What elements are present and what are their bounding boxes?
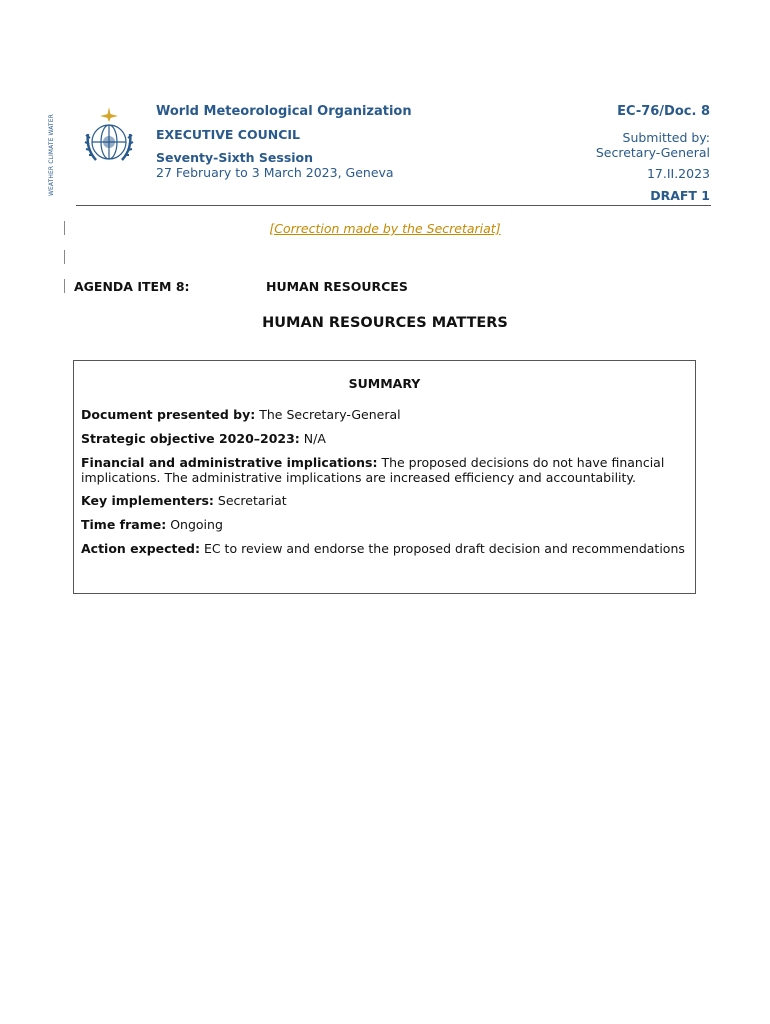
summary-timeframe — [81, 517, 689, 532]
agenda-item-title: HUMAN RESOURCES — [266, 279, 408, 294]
wmo-logo — [76, 104, 142, 170]
agenda-item-label: AGENDA ITEM 8: — [74, 279, 190, 294]
submitted-by: Secretary-General — [595, 145, 710, 160]
summary-heading: SUMMARY — [348, 376, 421, 391]
logo-vertical-text: WEATHER CLIMATE WATER — [48, 114, 55, 196]
summary-objective — [81, 431, 689, 446]
summary-field-label: Key implementers: — [81, 493, 214, 508]
organization-name: World Meteorological Organization — [156, 104, 412, 119]
summary-implementers — [81, 493, 689, 508]
summary-field-label: Document presented by: — [81, 407, 256, 422]
document-date: 17.II.2023 — [646, 166, 710, 181]
session-dates: 27 February to 3 March 2023, Geneva — [156, 165, 394, 180]
draft-label: DRAFT 1 — [650, 188, 710, 203]
document-title: HUMAN RESOURCES MATTERS — [262, 315, 508, 331]
revision-bar — [64, 250, 65, 264]
summary-field-value: The proposed decisions do not have financial implications. The administrative implications are increased efficiency and accountability. — [81, 455, 665, 485]
summary-field-label: Strategic objective 2020–2023: — [81, 431, 300, 446]
summary-field-value: N/A — [303, 431, 326, 446]
summary-field-label: Time frame: — [81, 517, 167, 532]
header-divider — [76, 205, 711, 206]
summary-field-label: Financial and administrative implications: — [81, 455, 378, 470]
summary-field-value: EC to review and endorse the proposed draft decision and recommendations — [203, 541, 685, 556]
summary-action — [81, 541, 689, 556]
revision-bar — [64, 279, 65, 293]
document-reference: EC-76/Doc. 8 — [617, 104, 710, 119]
summary-field-value: The Secretary-General — [259, 407, 401, 422]
summary-field-value: Ongoing — [170, 517, 223, 532]
submitted-by-label: Submitted by: — [622, 130, 710, 145]
correction-note: [Correction made by the Secretariat] — [269, 221, 501, 236]
summary-presented-by — [81, 407, 689, 422]
council-name: EXECUTIVE COUNCIL — [156, 127, 300, 142]
summary-box — [73, 360, 696, 594]
summary-implications — [81, 455, 689, 485]
summary-field-label: Action expected: — [81, 541, 200, 556]
session-name: Seventy-Sixth Session — [156, 150, 314, 165]
summary-field-value: Secretariat — [217, 493, 287, 508]
